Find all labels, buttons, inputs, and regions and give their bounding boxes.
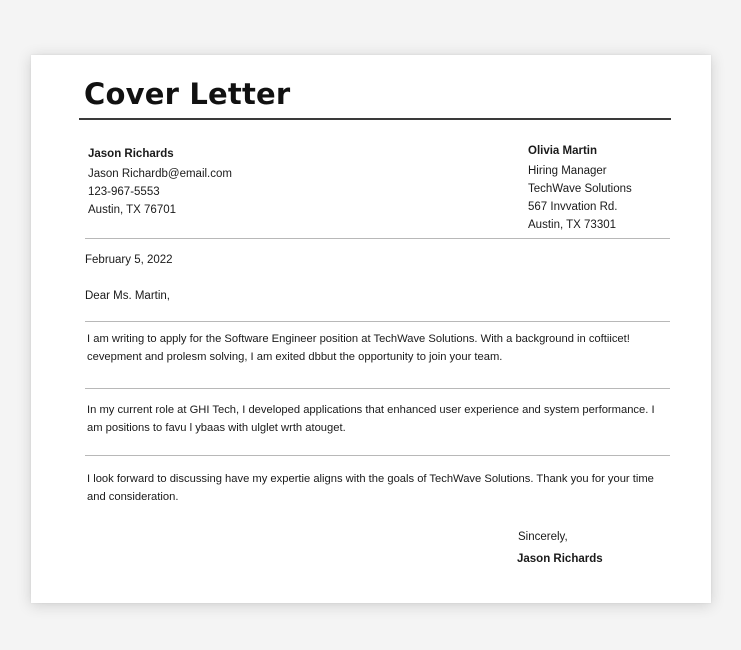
letter-page bbox=[31, 55, 711, 603]
paragraph-divider bbox=[85, 455, 670, 456]
sender-phone: 123-967-5553 bbox=[88, 186, 160, 198]
letter-date: February 5, 2022 bbox=[85, 254, 173, 266]
recipient-city: Austin, TX 73301 bbox=[528, 219, 617, 231]
signature: Jason Richards bbox=[517, 553, 603, 565]
recipient-street: 567 Invvation Rd. bbox=[528, 201, 618, 213]
sender-block bbox=[88, 145, 232, 219]
title-divider bbox=[79, 118, 671, 120]
body-paragraph: In my current role at GHI Tech, I developed applications that enhanced user experience and system performance. I am positions to favu l ybaas with ulglet wrth atouget. bbox=[87, 404, 655, 434]
paragraph-divider bbox=[85, 388, 670, 389]
page-title: Cover Letter bbox=[84, 77, 291, 111]
sender-email: Jason Richardb@email.com bbox=[88, 168, 232, 180]
recipient-company: TechWave Solutions bbox=[528, 183, 632, 195]
recipient-block bbox=[528, 142, 632, 234]
paragraph-divider bbox=[85, 321, 670, 322]
sender-name: Jason Richards bbox=[88, 148, 174, 160]
sender-city: Austin, TX 76701 bbox=[88, 204, 177, 216]
body-paragraph: I am writing to apply for the Software Engineer position at TechWave Solutions. With a background in coftiicet! cevepment and prolesm solving, I am exited dbbut the opportunity to join your team. bbox=[87, 333, 630, 363]
salutation: Dear Ms. Martin, bbox=[85, 290, 170, 302]
recipient-name: Olivia Martin bbox=[528, 145, 598, 157]
body-paragraph: I look forward to discussing have my expertie aligns with the goals of TechWave Solutions. Thank you for your time and consideration. bbox=[87, 473, 654, 503]
closing: Sincerely, bbox=[518, 531, 568, 543]
header-divider bbox=[85, 238, 670, 239]
recipient-role: Hiring Manager bbox=[528, 165, 607, 177]
